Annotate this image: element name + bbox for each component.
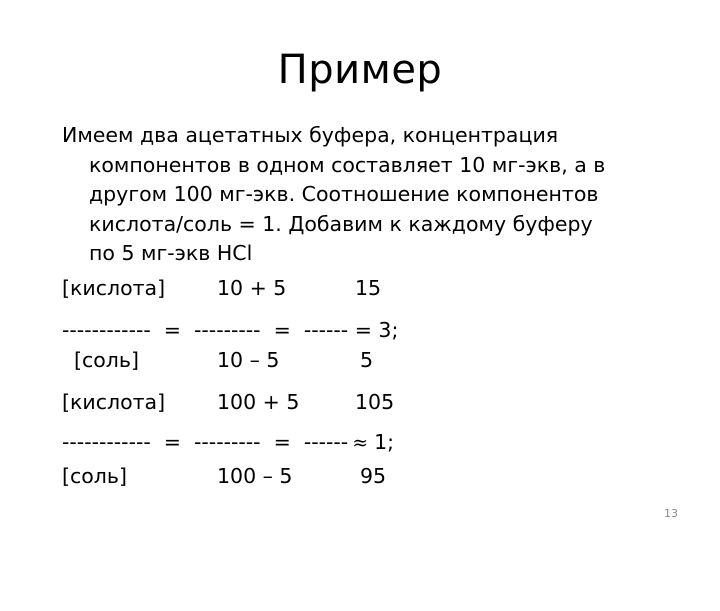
calc2-denominator-result: 95 [360, 464, 387, 488]
slide-title: Пример [277, 47, 443, 93]
calc1-denominator-label: [соль] [74, 348, 139, 372]
calc1-fraction-line: ------------ = --------- = ------ = 3; [62, 318, 399, 342]
calc1-denominator-row [62, 345, 374, 375]
calc2-fraction-line [62, 427, 394, 457]
calc2-fraction-end: 1; [374, 430, 395, 454]
statement-line: другом 100 мг-экв. Соотношение компонентов [89, 182, 599, 206]
calc2-denominator-label: [соль] [62, 464, 127, 488]
calc1-numerator-label: [кислота] [62, 276, 166, 300]
calc1-numerator-expression: 10 + 5 [217, 276, 287, 300]
statement-line: Имеем два ацетатных буфера, концентрация [62, 123, 559, 147]
calc2-fraction-dashes: ------------ = --------- = ------ [62, 430, 349, 454]
calc2-denominator-expression: 100 – 5 [217, 464, 293, 488]
calc1-denominator-result: 5 [360, 348, 374, 372]
statement-line: кислота/соль = 1. Добавим к каждому буферу [89, 211, 593, 236]
approx-symbol: ≈ [352, 432, 369, 454]
calc1-numerator-row [62, 273, 382, 303]
calc2-numerator-label: [кислота] [62, 390, 166, 414]
calc2-denominator-row [62, 461, 387, 491]
statement-line: компонентов в одном составляет 10 мг-экв, а в [89, 152, 606, 177]
calc1-numerator-result: 15 [355, 276, 382, 300]
calc2-numerator-result: 105 [355, 390, 395, 414]
page-number: 13 [664, 507, 678, 520]
statement-line: по 5 мг-экв HCl [89, 241, 253, 265]
problem-statement [62, 121, 662, 269]
calc1-denominator-expression: 10 – 5 [217, 348, 280, 372]
calc2-numerator-row [62, 387, 395, 417]
calc2-numerator-expression: 100 + 5 [217, 390, 300, 414]
